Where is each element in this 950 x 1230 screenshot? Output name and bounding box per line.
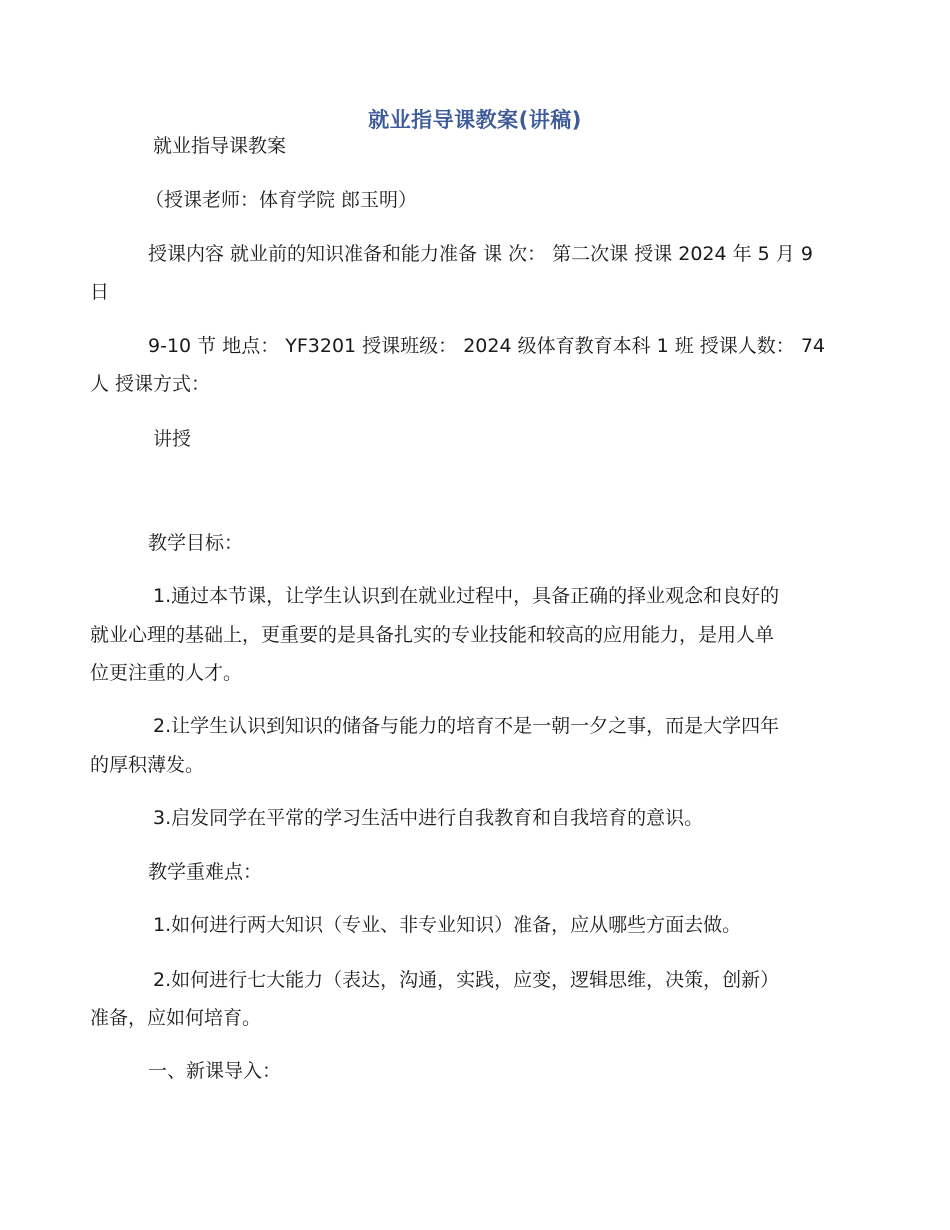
objective-1-line-2: 就业心理的基础上，更重要的是具备扎实的专业技能和较高的应用能力，是用人单 [90,624,775,646]
objective-3-line-1: 3.启发同学在平常的学习生活中进行自我教育和自我培育的意识。 [153,807,704,829]
section-1-heading: 一、新课导入： [148,1060,282,1082]
teacher-line: （授课老师：体育学院 郎玉明） [145,189,418,211]
keypoint-2-line-2: 准备，应如何培育。 [90,1007,262,1029]
keypoint-1-line-1: 1.如何进行两大知识（专业、非专业知识）准备，应从哪些方面去做。 [153,914,742,936]
objective-1-line-3: 位更注重的人才。 [90,662,243,684]
teaching-method: 讲授 [153,428,192,450]
document-title: 就业指导课教案(讲稿) [368,108,582,132]
keypoint-2-line-1: 2.如何进行七大能力（表达，沟通，实践，应变，逻辑思维，决策，创新） [153,969,780,991]
keypoints-heading: 教学重难点： [148,861,263,883]
objectives-heading: 教学目标： [148,532,244,554]
course-time-line: 9-10 节 地点： YF3201 授课班级： 2024 级体育教育本科 1 班 授课人数： 74 [148,335,826,357]
subtitle: 就业指导课教案 [153,135,287,157]
course-content-line: 授课内容 就业前的知识准备和能力准备 课 次： 第二次课 授课 2024 年 5 月 9 [148,243,813,265]
objective-2-line-2: 的厚积薄发。 [90,754,205,776]
objective-1-line-1: 1.通过本节课，让学生认识到在就业过程中，具备正确的择业观念和良好的 [153,585,780,607]
course-content-line-continued: 日 [90,281,110,303]
course-time-line-continued: 人 授课方式： [90,373,211,395]
objective-2-line-1: 2.让学生认识到知识的储备与能力的培育不是一朝一夕之事，而是大学四年 [153,715,780,737]
